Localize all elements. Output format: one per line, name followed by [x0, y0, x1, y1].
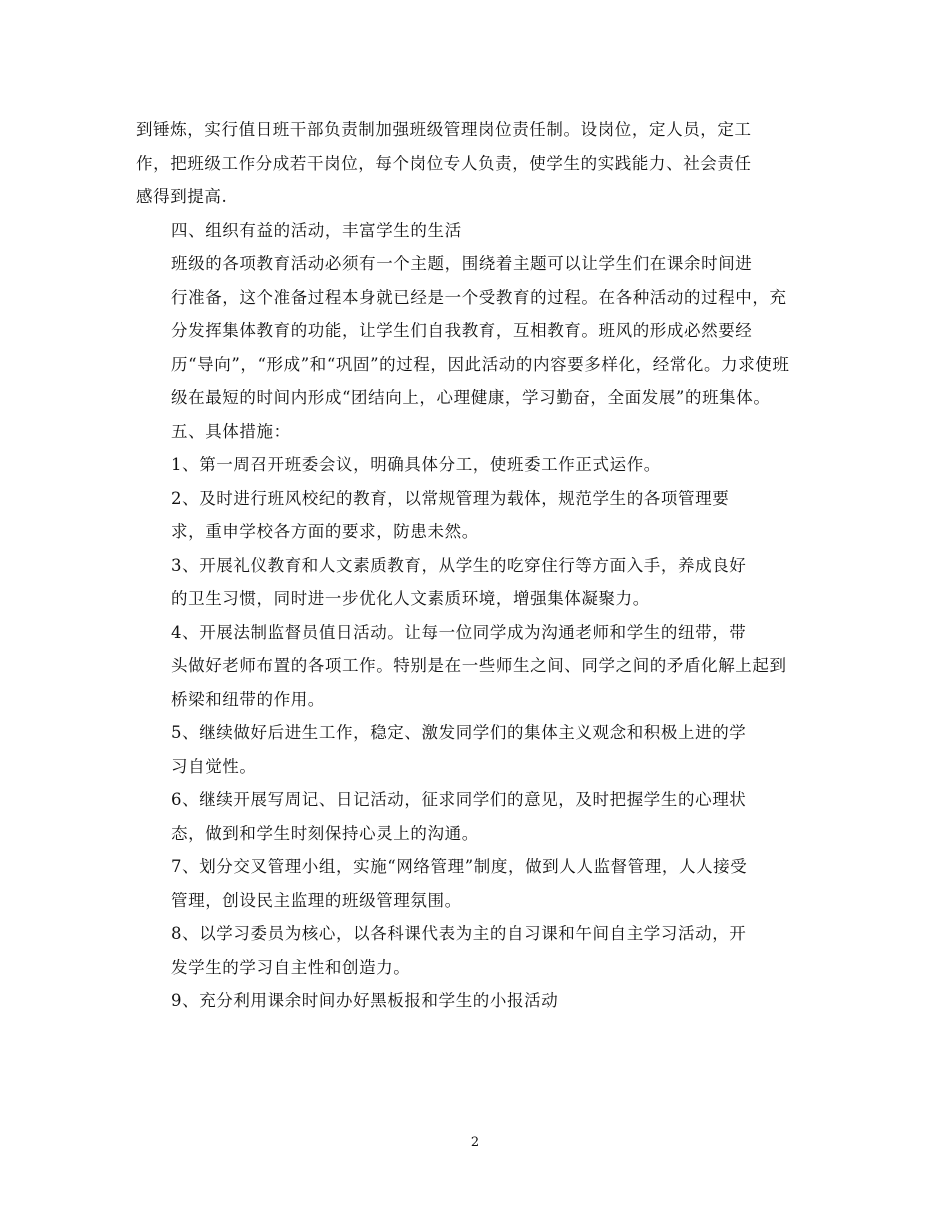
paragraph	[136, 247, 816, 415]
text-line: 分发挥集体教育的功能，让学生们自我教育，互相教育。班风的形成必然要经	[171, 321, 753, 340]
text-line: 五、具体措施：	[171, 421, 291, 441]
text-line: 2、及时进行班风校纪的教育，以常规管理为载体，规范学生的各项管理要	[171, 488, 730, 508]
paragraph	[136, 549, 816, 616]
text-line: 1、第一周召开班委会议，明确具体分工，使班委工作正式运作。	[171, 455, 661, 474]
text-line: 到锤炼，实行值日班干部负责制加强班级管理岗位责任制。设岗位，定人员，定工	[136, 120, 752, 139]
text-line: 习自觉性。	[171, 756, 257, 776]
text-line: 班级的各项教育活动必须有一个主题，围绕着主题可以让学生们在课余时间进	[171, 254, 753, 273]
paragraph	[136, 214, 816, 248]
text-line: 发学生的学习自主性和创造力。	[171, 957, 411, 977]
text-line: 感得到提高.	[136, 187, 228, 206]
text-line: 的卫生习惯，同时进一步优化人文素质环境，增强集体凝聚力。	[171, 589, 650, 608]
paragraph	[136, 448, 816, 482]
text-line: 头做好老师布置的各项工作。特别是在一些师生之间、同学之间的矛盾化解上起到	[171, 656, 787, 675]
text-line: 9、充分利用课余时间办好黑板报和学生的小报活动	[171, 991, 559, 1010]
text-line: 管理，创设民主监理的班级管理氛围。	[171, 890, 462, 910]
paragraph	[136, 984, 816, 1018]
paragraph	[136, 716, 816, 783]
text-line: 3、开展礼仪教育和人文素质教育，从学生的吃穿住行等方面入手，养成良好	[171, 555, 747, 575]
paragraph	[136, 482, 816, 549]
text-line: 7、划分交叉管理小组，实施“网络管理”制度，做到人人监督管理，人人接受	[171, 857, 748, 876]
text-line: 求，重申学校各方面的要求，防患未然。	[171, 522, 479, 541]
paragraph	[136, 415, 816, 449]
paragraph	[136, 917, 816, 984]
text-line: 历“导向”，“形成”和“巩固”的过程，因此活动的内容要多样化，经常化。力求使班	[171, 354, 790, 374]
text-line: 8、以学习委员为核心，以各科课代表为主的自习课和午间自主学习活动，开	[171, 924, 747, 943]
paragraph	[136, 616, 816, 717]
paragraph	[136, 113, 816, 214]
text-line: 6、继续开展写周记、日记活动，征求同学们的意见，及时把握学生的心理状	[171, 790, 747, 809]
text-line: 作，把班级工作分成若干岗位，每个岗位专人负责，使学生的实践能力、社会责任	[136, 153, 752, 173]
text-line: 级在最短的时间内形成“团结向上，心理健康，学习勤奋，全面发展”的班集体。	[171, 388, 771, 407]
text-line: 态，做到和学生时刻保持心灵上的沟通。	[171, 823, 479, 843]
page-number: 2	[470, 1135, 480, 1150]
text-line: 行准备，这个准备过程本身就已经是一个受教育的过程。在各种活动的过程中，充	[171, 287, 787, 307]
text-line: 四、组织有益的活动，丰富学生的生活	[171, 220, 462, 240]
document-body	[136, 113, 816, 1018]
text-line: 4、开展法制监督员值日活动。让每一位同学成为沟通老师和学生的纽带，带	[171, 622, 747, 642]
paragraph	[136, 850, 816, 917]
text-line: 桥梁和纽带的作用。	[171, 689, 325, 709]
text-line: 5、继续做好后进生工作，稳定、激发同学们的集体主义观念和积极上进的学	[171, 723, 747, 742]
paragraph	[136, 783, 816, 850]
